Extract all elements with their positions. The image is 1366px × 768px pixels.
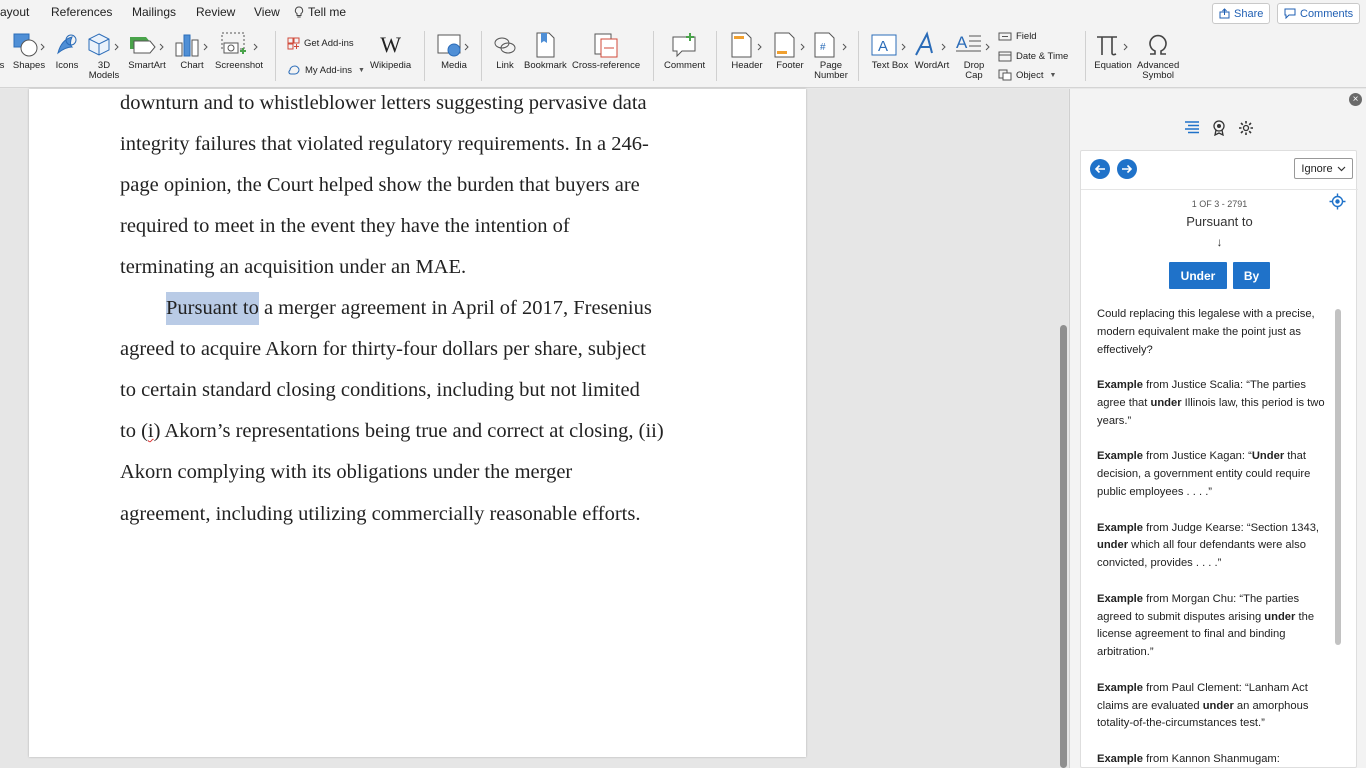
- screenshot-button[interactable]: [215, 29, 263, 71]
- menu-layout[interactable]: ayout: [0, 5, 30, 19]
- advanced-symbol-label-2: Symbol: [1142, 70, 1174, 81]
- icons-icon: [54, 31, 80, 59]
- doc-line: integrity failures that violated regulatory requirements. In a 246-: [120, 133, 649, 155]
- arrow-down-icon: ↓: [1216, 235, 1223, 249]
- example-item: Example from Morgan Chu: “The parties agreed to submit disputes arising under the license agreement to final and binding arbitration.”: [1097, 592, 1315, 659]
- partial-button[interactable]: s: [0, 60, 5, 71]
- suggestion-card: [1080, 150, 1357, 768]
- separator: [481, 31, 482, 81]
- close-icon[interactable]: ×: [1349, 93, 1362, 106]
- smartart-icon: [128, 31, 166, 59]
- arrow-right-icon: [1121, 164, 1133, 174]
- date-time-label: Date & Time: [1016, 50, 1069, 62]
- separator: [716, 31, 717, 81]
- drop-cap-label-2: Cap: [965, 70, 983, 81]
- menu-view[interactable]: View: [254, 5, 280, 19]
- arrow-left-icon: [1094, 164, 1106, 174]
- cube-icon: [86, 31, 122, 59]
- example-item: Example from Judge Kearse: “Section 1343, under which all four defendants were also convicted, provides . . . .”: [1097, 521, 1320, 570]
- separator: [653, 31, 654, 81]
- footer-icon: [771, 31, 809, 59]
- page-number-label-1: Page: [819, 60, 843, 71]
- suggestion-under-button[interactable]: Under: [1169, 262, 1227, 289]
- issue-counter: 1 OF 3 - 2791: [1191, 199, 1248, 209]
- separator: [275, 31, 276, 81]
- wikipedia-button[interactable]: [370, 29, 411, 71]
- spelling-flag[interactable]: i: [147, 420, 154, 442]
- insert-ribbon: [0, 25, 1366, 88]
- chart-button[interactable]: [174, 29, 210, 71]
- chevron-down-icon: [1337, 166, 1346, 172]
- bookmark-label: Bookmark: [524, 60, 567, 71]
- link-button[interactable]: [492, 29, 518, 71]
- omega-icon: [1145, 31, 1171, 59]
- wordart-icon: [912, 31, 952, 59]
- locate-icon[interactable]: [1329, 193, 1346, 210]
- separator: [424, 31, 425, 81]
- 3d-models-label-2: Models: [88, 70, 120, 81]
- pi-icon: [1093, 31, 1133, 59]
- doc-text: ) Akorn’s representations being true and correct at closing, (ii): [153, 420, 664, 442]
- header-icon: [728, 31, 766, 59]
- example-item: Example from Justice Kagan: “Under that decision, a government entity could require public employees . . . .”: [1097, 450, 1311, 498]
- svg-text:A: A: [956, 33, 968, 52]
- previous-button[interactable]: [1090, 159, 1110, 179]
- comment-label: Comment: [664, 60, 706, 71]
- doc-line: required to meet in the event they have the intention of: [120, 215, 570, 237]
- doc-line: agreement, including utilizing commercially reasonable efforts.: [120, 503, 641, 525]
- equation-label: Equation: [1094, 60, 1132, 71]
- shapes-label: Shapes: [12, 60, 46, 71]
- shapes-button[interactable]: [12, 29, 46, 71]
- next-button[interactable]: [1117, 159, 1137, 179]
- separator: [1085, 31, 1086, 81]
- object-label: Object: [1016, 69, 1044, 81]
- drop-cap-button[interactable]: [954, 29, 994, 81]
- addins-grid-icon: [287, 37, 300, 50]
- smartart-button[interactable]: [128, 29, 166, 71]
- comment-bubble-icon: [1284, 8, 1296, 19]
- ignore-label: Ignore: [1301, 162, 1333, 175]
- cross-reference-button[interactable]: [572, 29, 640, 71]
- object-button[interactable]: [998, 69, 1056, 81]
- doc-text: to (: [120, 420, 148, 442]
- calendar-icon: [998, 50, 1012, 62]
- media-button[interactable]: [436, 29, 472, 71]
- example-item: Example from Kannon Shanmugam:: [1097, 752, 1280, 765]
- tell-me[interactable]: [294, 5, 346, 19]
- wordart-label: WordArt: [914, 60, 950, 71]
- icons-button[interactable]: [54, 29, 80, 71]
- svg-text:A: A: [878, 38, 889, 55]
- tell-me-label: Tell me: [308, 5, 347, 19]
- icons-label: Icons: [55, 60, 79, 71]
- media-label: Media: [441, 60, 467, 71]
- 3d-models-label-1: 3D: [97, 60, 111, 71]
- get-addins-label: Get Add-ins: [304, 38, 354, 49]
- advice-text: [1097, 306, 1333, 768]
- example-item: Example from Paul Clement: “Lanham Act claims are evaluated under an amorphous totality-of-the-circumstances test.”: [1097, 681, 1309, 730]
- screenshot-icon: [216, 31, 262, 59]
- page-number-button[interactable]: [811, 29, 851, 81]
- advanced-symbol-button[interactable]: [1137, 29, 1179, 81]
- document-scrollbar[interactable]: [1060, 325, 1067, 768]
- share-label: Share: [1234, 7, 1264, 20]
- header-label: Header: [731, 60, 763, 71]
- screenshot-label: Screenshot: [215, 60, 264, 71]
- example-item: Example from Justice Scalia: “The parties agree that under Illinois law, this period is two years.”: [1097, 379, 1325, 427]
- comment-button[interactable]: [664, 29, 705, 71]
- bookmark-button[interactable]: [524, 29, 567, 71]
- separator: [858, 31, 859, 81]
- my-addins-label: My Add-ins: [305, 64, 352, 76]
- document-area: [0, 89, 1068, 768]
- media-icon: [436, 31, 472, 59]
- shapes-icon: [12, 31, 46, 59]
- field-label: Field: [1016, 31, 1037, 42]
- doc-line: downturn and to whistleblower letters suggesting pervasive data: [120, 92, 647, 114]
- flagged-phrase: Pursuant to: [1186, 214, 1253, 229]
- document-page[interactable]: [29, 89, 806, 757]
- share-button[interactable]: [1212, 3, 1270, 24]
- wikipedia-label: Wikipedia: [370, 60, 412, 71]
- doc-line: [120, 420, 664, 443]
- menu-review[interactable]: Review: [196, 5, 236, 19]
- drop-cap-label-1: Drop: [963, 60, 985, 71]
- my-addins-button[interactable]: [287, 64, 365, 76]
- share-icon: [1219, 8, 1230, 19]
- cross-reference-label: Cross-reference: [572, 60, 641, 71]
- ignore-dropdown[interactable]: [1294, 158, 1353, 179]
- footer-label: Footer: [776, 60, 804, 71]
- get-addins-button[interactable]: [287, 37, 354, 50]
- page-number-label-2: Number: [814, 70, 848, 81]
- wikipedia-icon: W: [380, 32, 401, 57]
- link-label: Link: [496, 60, 514, 71]
- suggestion-pane: [1069, 89, 1366, 768]
- my-addins-icon: [287, 64, 301, 76]
- wordart-button[interactable]: [912, 29, 952, 71]
- advice-question: Could replacing this legalese with a precise, modern equivalent make the point just as effectively?: [1097, 308, 1315, 356]
- doc-line: to certain standard closing conditions, including but not limited: [120, 379, 640, 401]
- text-box-label: Text Box: [871, 60, 909, 71]
- chevron-down-icon: ▼: [1049, 71, 1057, 79]
- comments-label: Comments: [1300, 7, 1354, 20]
- highlighted-phrase[interactable]: Pursuant to: [166, 292, 259, 325]
- doc-line: [166, 297, 652, 320]
- cross-reference-icon: [591, 31, 621, 59]
- bar-chart-icon: [174, 31, 210, 59]
- link-icon: [492, 31, 518, 59]
- 3d-models-button[interactable]: [86, 29, 122, 81]
- gear-icon[interactable]: [1238, 120, 1254, 136]
- comments-button[interactable]: [1277, 3, 1360, 24]
- bookmark-icon: [532, 31, 558, 59]
- new-comment-icon: [670, 31, 700, 59]
- lightbulb-icon: [294, 6, 304, 19]
- doc-line: agreed to acquire Akorn for thirty-four dollars per share, subject: [120, 338, 646, 360]
- advanced-symbol-label-1: Advanced: [1137, 60, 1180, 71]
- menu-references[interactable]: References: [51, 5, 113, 19]
- list-icon[interactable]: [1184, 120, 1200, 134]
- award-icon[interactable]: [1212, 120, 1226, 136]
- menu-mailings[interactable]: Mailings: [132, 5, 177, 19]
- text-box-button[interactable]: [869, 29, 911, 71]
- header-button[interactable]: [728, 29, 766, 71]
- doc-line: terminating an acquisition under an MAE.: [120, 256, 467, 278]
- smartart-label: SmartArt: [128, 60, 166, 71]
- object-icon: [998, 69, 1012, 81]
- field-button[interactable]: [998, 31, 1037, 42]
- suggestion-by-button[interactable]: By: [1233, 262, 1270, 289]
- menu-bar: [0, 0, 1366, 25]
- doc-text: a merger agreement in April of 2017, Fresenius: [258, 297, 652, 319]
- svg-text:#: #: [820, 42, 826, 53]
- text-box-icon: [869, 31, 911, 59]
- chart-label: Chart: [180, 60, 204, 71]
- equation-button[interactable]: [1093, 29, 1133, 71]
- date-time-button[interactable]: [998, 50, 1068, 62]
- doc-line: page opinion, the Court helped show the burden that buyers are: [120, 174, 640, 196]
- pane-scrollbar[interactable]: [1335, 309, 1341, 645]
- divider: [1081, 189, 1358, 190]
- doc-line: Akorn complying with its obligations under the merger: [120, 461, 573, 483]
- field-icon: [998, 31, 1012, 42]
- footer-button[interactable]: [771, 29, 809, 71]
- page-number-icon: [811, 31, 851, 59]
- chevron-down-icon: ▼: [358, 66, 365, 74]
- drop-cap-icon: [954, 31, 994, 59]
